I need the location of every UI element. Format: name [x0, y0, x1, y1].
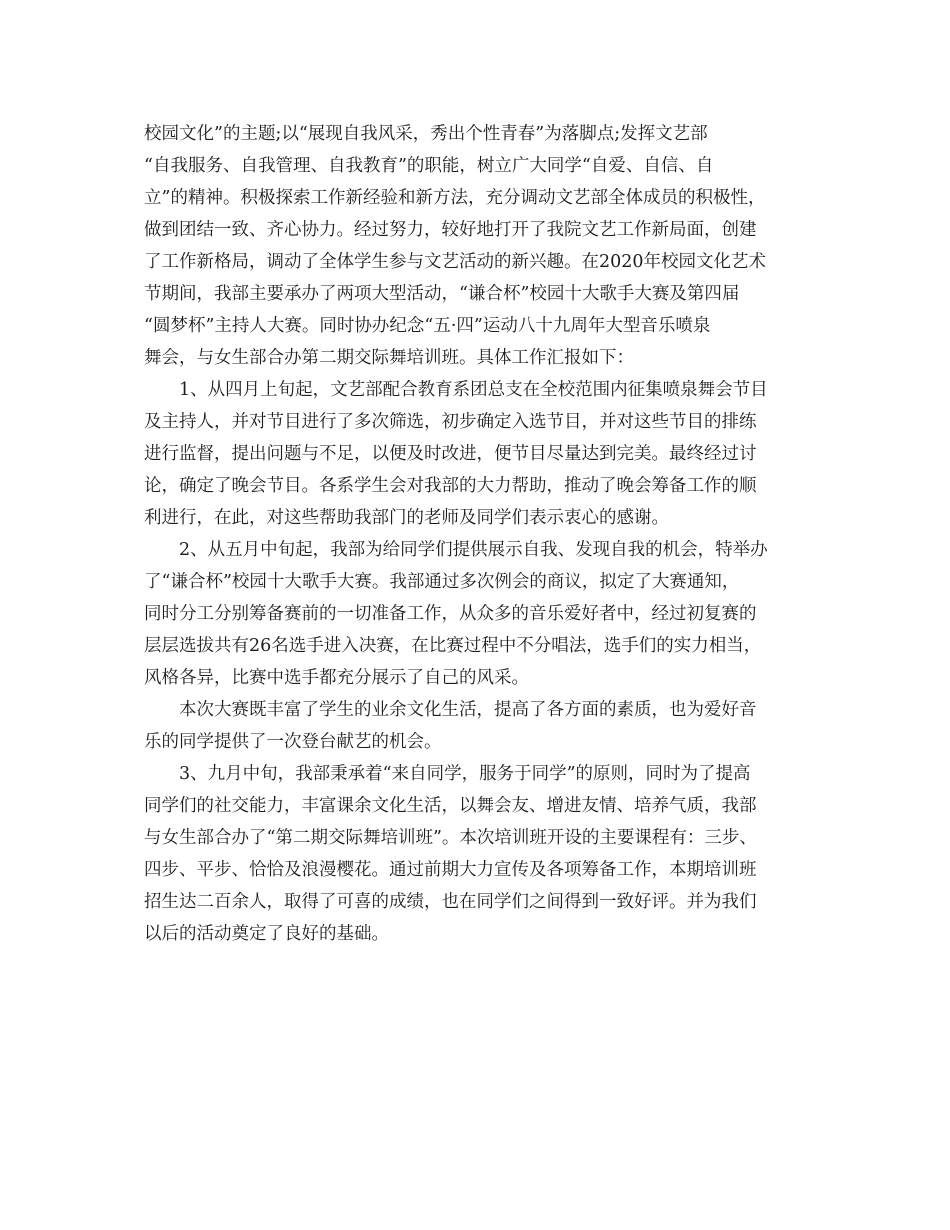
text-line: 了工作新格局，调动了全体学生参与文艺活动的新兴趣。在2020年校园文化艺术 — [144, 252, 767, 272]
text-line: 舞会，与女生部合办第二期交际舞培训班。具体工作汇报如下： — [144, 348, 634, 368]
text-line: 招生达二百余人，取得了可喜的成绩，也在同学们之间得到一致好评。并为我们 — [144, 892, 757, 912]
text-line: 论，确定了晚会节目。各系学生会对我部的大力帮助，推动了晚会筹备工作的顺 — [144, 476, 757, 496]
text-line: 节期间，我部主要承办了两项大型活动，“谦合杯”校园十大歌手大赛及第四届 — [144, 284, 740, 304]
text-line: 四步、平步、恰恰及浪漫樱花。通过前期大力宣传及各项筹备工作，本期培训班 — [144, 860, 757, 880]
text-line: 进行监督，提出问题与不足，以便及时改进，便节目尽量达到完美。最终经过讨 — [144, 444, 757, 464]
text-line: 利进行，在此，对这些帮助我部门的老师及同学们表示衷心的感谢。 — [144, 508, 669, 528]
text-line: “圆梦杯”主持人大赛。同时协办纪念“五·四”运动八十九周年大型音乐喷泉 — [144, 316, 711, 336]
paragraph-start-line: 1、从四月上旬起，文艺部配合教育系团总支在全校范围内征集喷泉舞会节目 — [179, 380, 768, 400]
text-line: 乐的同学提供了一次登台献艺的机会。 — [144, 732, 442, 752]
text-line: 立”的精神。积极探索工作新经验和新方法，充分调动文艺部全体成员的积极性， — [144, 188, 766, 208]
text-line: 做到团结一致、齐心协力。经过努力，较好地打开了我院文艺工作新局面，创建 — [144, 220, 757, 240]
text-line: 同学们的社交能力，丰富课余文化生活，以舞会友、增进友情、培养气质，我部 — [144, 796, 757, 816]
text-line: 以后的活动奠定了良好的基础。 — [144, 924, 389, 944]
body-text — [144, 118, 810, 950]
paragraph-start-line: 2、从五月中旬起，我部为给同学们提供展示自我、发现自我的机会，特举办 — [179, 540, 768, 560]
text-line: 校园文化”的主题;以“展现自我风采，秀出个性青春”为落脚点;发挥文艺部 — [144, 124, 708, 144]
text-line: 及主持人，并对节目进行了多次筛选，初步确定入选节目，并对这些节目的排练 — [144, 412, 757, 432]
text-line: 了“谦合杯”校园十大歌手大赛。我部通过多次例会的商议，拟定了大赛通知， — [144, 572, 740, 592]
text-line: 与女生部合办了“第二期交际舞培训班”。本次培训班开设的主要课程有：三步、 — [144, 828, 757, 848]
text-line: 层层选拔共有26名选手进入决赛，在比赛过程中不分唱法，选手们的实力相当， — [144, 636, 762, 656]
text-line: “自我服务、自我管理、自我教育”的职能，树立广大同学“自爱、自信、自 — [144, 156, 714, 176]
text-line: 同时分工分别筹备赛前的一切准备工作，从众多的音乐爱好者中，经过初复赛的 — [144, 604, 757, 624]
paragraph-start-line: 3、九月中旬，我部秉承着“来自同学，服务于同学”的原则，同时为了提高 — [179, 764, 751, 784]
text-line: 风格各异，比赛中选手都充分展示了自己的风采。 — [144, 668, 529, 688]
paragraph-start-line: 本次大赛既丰富了学生的业余文化生活，提高了各方面的素质，也为爱好音 — [179, 700, 757, 720]
